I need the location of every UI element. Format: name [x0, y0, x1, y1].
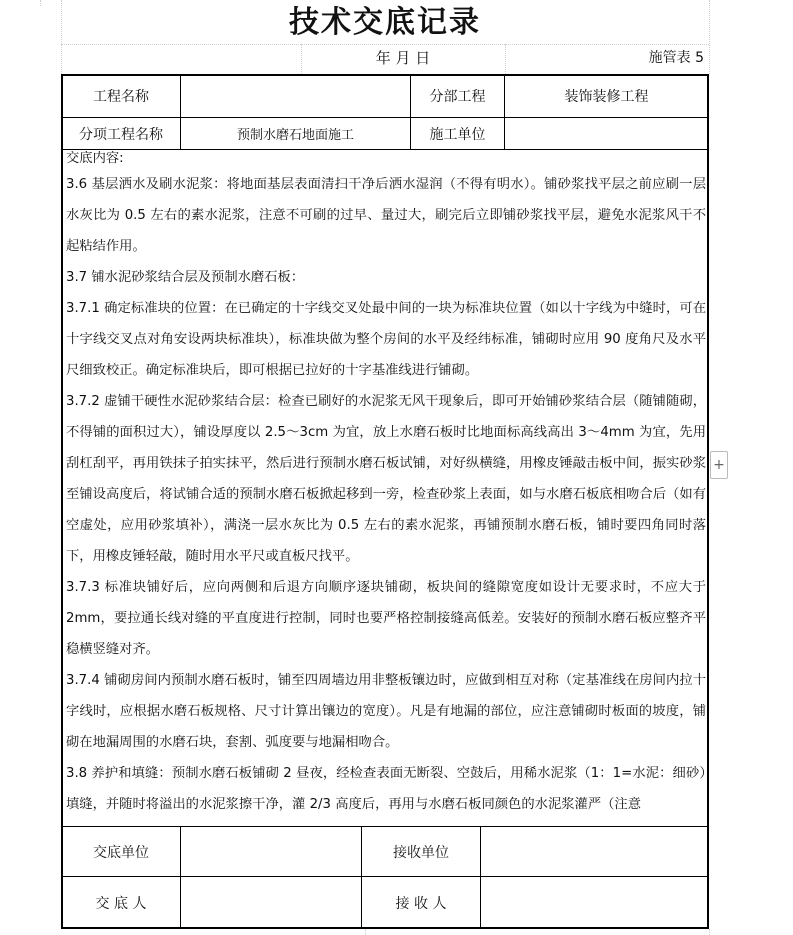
issuer-person-value[interactable] [181, 877, 361, 928]
content-paragraph: 3.7.2 虚铺干硬性水泥砂浆结合层：检查已刷好的水泥浆无风干现象后，即可开始铺砂浆结合层（随铺随砌，不得铺的面积过大），铺设厚度以 2.5～3cm 为宜，放上水磨石板时比地面标高线高出 3～4mm 为宜，先用刮杠刮平，再用铁抹子拍实抹平，然后进行预制水磨石板试铺，对好纵横缝，用橡皮锤敲击板中间，振实砂浆至铺设高度后，将试铺合适的预制水磨石板掀起移到一旁，检查砂浆上表面，如与水磨石板底相吻合后（如有空虚处，应用砂浆填补），满浇一层水灰比为 0.5 左右的素水泥浆，再铺预制水磨石板，铺时要四角同时落下，用橡皮锤轻敲，随时用水平尺或直板尺找平。 [66, 394, 706, 564]
receiver-unit-value[interactable] [481, 827, 708, 876]
receiver-person-label: 接 收 人 [395, 895, 447, 912]
division-value[interactable]: 装饰装修工程 [564, 89, 649, 105]
content-paragraph: 3.7.3 标准块铺好后，应向两侧和后退方向顺序逐块铺砌，板块间的缝隙宽度如设计无要求时，不应大于 2mm，要拉通长线对缝的平直度进行控制，同时也要严格控制接缝高低差。安装好的预制水磨石板应整齐平稳横竖缝对齐。 [66, 580, 706, 657]
issuer-unit-value[interactable] [181, 827, 361, 876]
content-paragraph: 3.7.1 确定标准块的位置：在已确定的十字线交叉处最中间的一块为标准块位置（如以十字线为中缝时，可在十字线交叉点对角安设两块标准块），标准块做为整个房间的水平及经纬标准，铺砌时应用 90 度角尺及水平尺细致校正。确定标准块后，即可根据已拉好的十字基准线进行铺砌。 [66, 301, 706, 378]
contractor-value[interactable] [505, 118, 708, 149]
project-name-value[interactable] [181, 75, 410, 117]
content-paragraph: 3.7.4 铺砌房间内预制水磨石板时，铺至四周墙边用非整板镶边时，应做到相互对称（定基准线在房间内拉十字线时，应根据水磨石板规格、尺寸计算出镶边的宽度）。凡是有地漏的部位，应注意铺砌时板面的坡度，铺砌在地漏周围的水磨石块，套割、弧度要与地漏相吻合。 [66, 673, 706, 750]
plus-icon: + [713, 457, 725, 473]
content-paragraph: 3.7 铺水泥砂浆结合层及预制水磨石板： [66, 270, 305, 285]
content-header: 交底内容: [66, 151, 124, 166]
issuer-person-label: 交 底 人 [95, 895, 147, 912]
receiver-person-value[interactable] [481, 877, 708, 928]
expand-button[interactable] [710, 451, 728, 479]
form-number: 施管表 5 [648, 50, 704, 66]
subitem-label: 分项工程名称 [79, 126, 163, 143]
receiver-unit-label: 接收单位 [393, 844, 449, 861]
disclosure-content[interactable] [66, 151, 706, 825]
project-name-label: 工程名称 [93, 89, 149, 105]
date-label: 年 月 日 [375, 49, 431, 67]
contractor-label: 施工单位 [429, 126, 486, 143]
division-label: 分部工程 [429, 89, 486, 105]
document-title: 技术交底记录 [289, 5, 481, 40]
issuer-unit-label: 交底单位 [93, 844, 149, 861]
content-paragraph: 3.6 基层洒水及刷水泥浆：将地面基层表面清扫干净后洒水湿润（不得有明水）。铺砂浆找平层之前应刷一层水灰比为 0.5 左右的素水泥浆，注意不可刷的过早、量过大，刷完后立即铺砂浆找平层，避免水泥浆风干不起粘结作用。 [66, 177, 706, 254]
subitem-value[interactable]: 预制水磨石地面施工 [236, 128, 354, 143]
row-divider [61, 149, 709, 150]
content-paragraph: 3.8 养护和填缝：预制水磨石板铺砌 2 昼夜，经检查表面无断裂、空鼓后，用稀水泥浆（1：1=水泥：细砂）填缝，并随时将溢出的水泥浆擦干净，灌 2/3 高度后，再用与水磨石板同颜色的水泥浆灌严（注意 [66, 766, 706, 812]
